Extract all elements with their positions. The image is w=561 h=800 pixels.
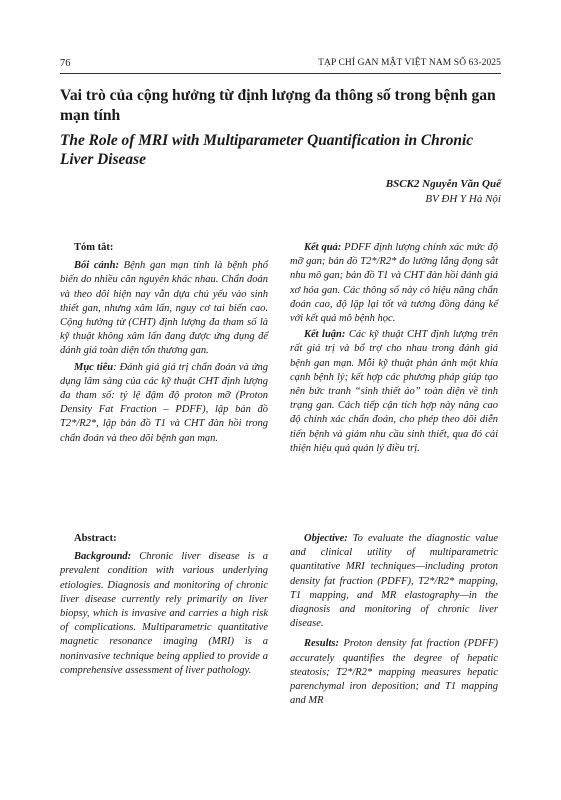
abstract-en-objective-keyword: Objective: <box>304 533 348 544</box>
summary-vi-left-column <box>60 241 268 448</box>
abstract-en-right-column <box>290 532 498 710</box>
title-english: The Role of MRI with Multiparameter Quantification in Chronic Liver Disease <box>60 132 474 168</box>
summary-vi-conclusion-text: Các kỹ thuật CHT định lượng trên rất giá trị và bổ trợ cho nhau trong đánh giá bệnh gan mạn. Mỗi kỹ thuật phản ánh một khía cạnh bệnh lý; kết hợp các phương pháp giúp tạo nên bức tranh “sinh thiết ảo” toàn diện về tình trạng gan. Cách tiếp cận tích hợp này nâng cao độ chính xác chẩn đoán, cho phép theo dõi diễn tiến bệnh và giảm nhu cầu sinh thiết, qua đó cải thiện hiệu quả quản lý điều trị. <box>290 329 498 454</box>
summary-vi-conclusion <box>290 328 498 456</box>
abstract-en-background <box>60 550 268 678</box>
summary-vi-objective-text: : Đánh giá giá trị chẩn đoán và ứng dụng lâm sàng của các kỹ thuật CHT định lượng đa tham số: tỷ lệ đậm độ proton mỡ (Proton Density Fat Fraction – PDFF), lập bản đồ T2*/R2*, lập bản đồ T1 và CHT đàn hồi trong chẩn đoán và theo dõi bệnh gan mạn. <box>60 361 268 444</box>
abstract-en-results-text: Proton density fat fraction (PDFF) accurately quantifies the degree of hepatic steatosis; T2*/R2* mapping measures hepatic parenchymal iron deposition; and T1 mapping and MR <box>290 638 498 707</box>
summary-vi-right-column <box>290 241 498 458</box>
author-name: BSCK2 Nguyễn Văn Quế <box>385 178 501 190</box>
header-rule <box>60 73 501 74</box>
summary-vi-background-keyword: Bối cảnh: <box>74 260 119 272</box>
summary-vi-results <box>290 241 498 326</box>
summary-vi-heading: Tóm tắt: <box>74 242 114 253</box>
abstract-en-left-column <box>60 532 268 680</box>
abstract-en-background-text: Chronic liver disease is a prevalent condition with various underlying etiologies. Diagnosis and monitoring of chronic liver disease currently rely primarily on liver biopsy, which is invasive and carries a high risk of complications. Multiparametric quantitative magnetic resonance imaging (MRI) is a noninvasive technique being applied to provide a comprehensive assessment of liver pathology. <box>60 551 268 676</box>
page-number: 76 <box>60 58 71 69</box>
abstract-en-objective <box>290 532 498 631</box>
summary-vi-objective-keyword: Mục tiêu <box>74 361 114 373</box>
summary-vi-conclusion-keyword: Kết luận: <box>304 329 346 341</box>
summary-vi-results-keyword: Kết quả: <box>304 242 342 253</box>
abstract-en-heading: Abstract: <box>74 533 117 544</box>
journal-header: TẠP CHÍ GAN MẬT VIỆT NAM SỐ 63-2025 <box>318 58 501 68</box>
abstract-en-results <box>290 637 498 708</box>
summary-vi-background-text: Bệnh gan mạn tính là bệnh phổ biến do nhiều căn nguyên khác nhau. Chẩn đoán và theo dõi hiện nay vẫn dựa chủ yếu vào sinh thiết gan, nhưng xâm lấn, nguy cơ tai biến cao. Cộng hưởng từ (CHT) định lượng đa tham số là kỹ thuật không xâm lấn đang được ứng dụng để đánh giá toàn diện tổn thương gan. <box>60 260 268 357</box>
summary-vi-results-text: PDFF định lượng chính xác mức độ mỡ gan; bản đồ T2*/R2* đo lường lắng đọng sắt nhu mô gan; bản đồ T1 và CHT đàn hồi đánh giá xơ hóa gan. Các thông số này có hiệu năng chẩn đoán cao, độ lặp lại tốt và tương đồng đáng kể với kết quả mô bệnh học. <box>290 242 499 325</box>
summary-vi-background <box>60 259 268 358</box>
author-affiliation: BV ĐH Y Hà Nội <box>425 193 501 205</box>
summary-vi-objective <box>60 361 268 446</box>
abstract-en-results-keyword: Results: <box>304 638 340 650</box>
title-vietnamese: Vai trò của cộng hưởng từ định lượng đa thông số trong bệnh gan mạn tính <box>60 87 496 124</box>
abstract-en-objective-text: To evaluate the diagnostic value and clinical utility of multiparametric quantitative MRI techniques—including proton density fat fraction (PDFF), T2*/R2* mapping, T1 mapping, and MR elastography—in the diagnosis and monitoring of chronic liver disease. <box>290 533 498 630</box>
abstract-en-background-keyword: Background: <box>74 551 132 563</box>
